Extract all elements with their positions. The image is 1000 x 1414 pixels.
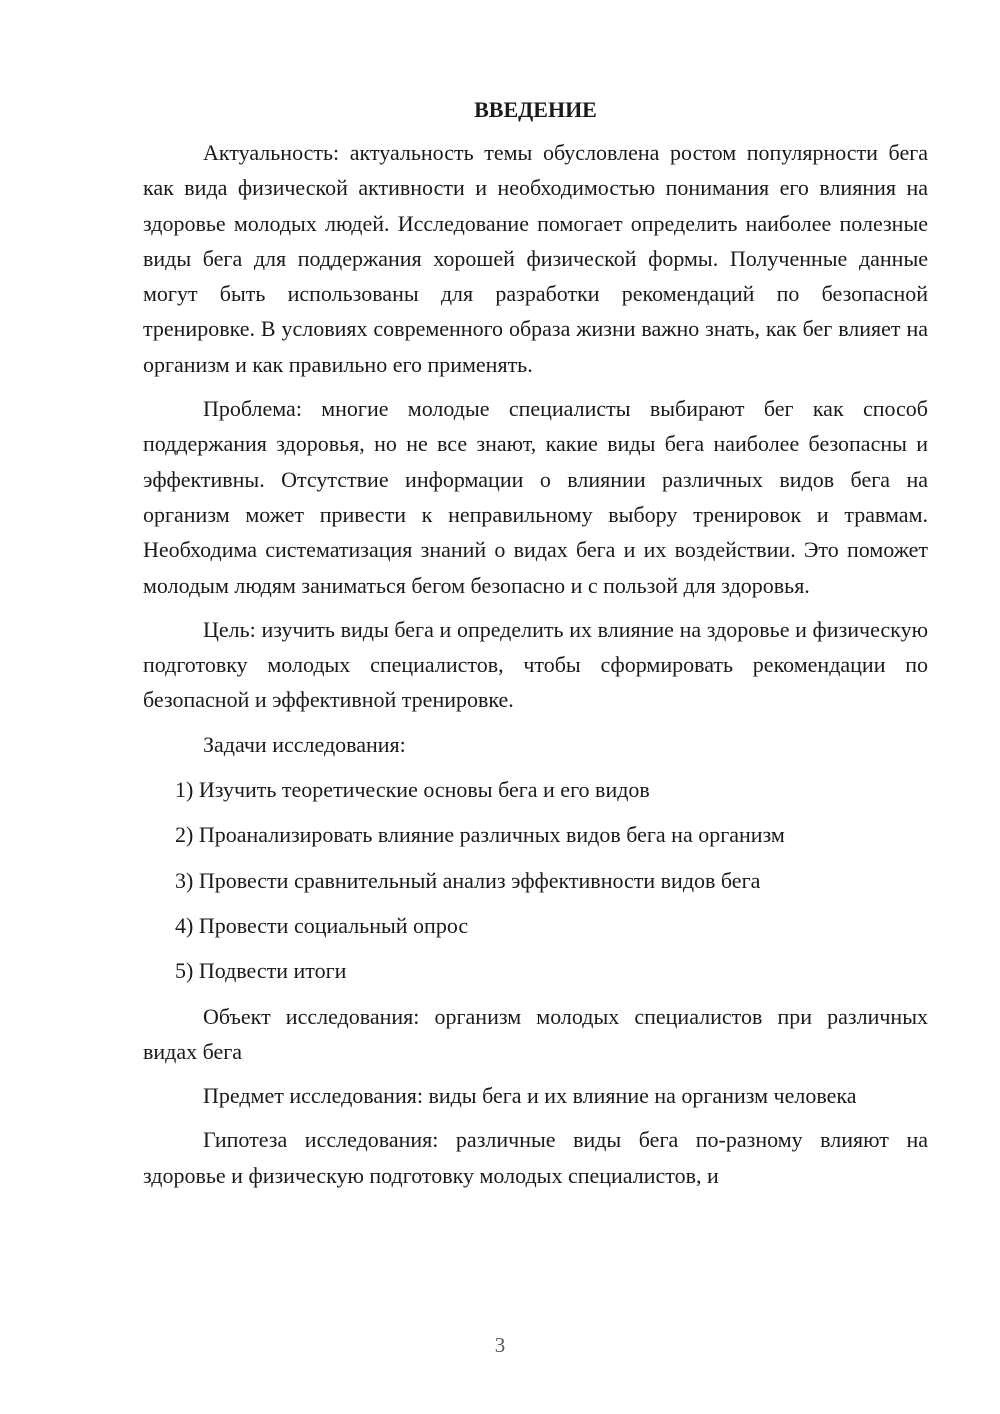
task-item-2: 2) Проанализировать влияние различных видов бега на организм [175, 822, 785, 848]
task-item-1: 1) Изучить теоретические основы бега и его видов [175, 777, 650, 803]
page-title: ВВЕДЕНИЕ [474, 97, 597, 122]
task-item-3: 3) Провести сравнительный анализ эффективности видов бега [175, 867, 761, 893]
document-content [143, 95, 928, 1202]
paragraph-object: Объект исследования: организм молодых специалистов при различных видах бега [143, 1003, 928, 1064]
paragraph-subject: Предмет исследования: виды бега и их влияние на организм человека [203, 1083, 857, 1109]
page-number: 3 [494, 1333, 506, 1357]
paragraph-goal: Цель: изучить виды бега и определить их влияние на здоровье и физическую подготовку молодых специалистов, чтобы сформировать рекомендации по безопасной и эффективной тренировке. [143, 616, 928, 713]
paragraph-relevance: Актуальность: актуальность темы обусловлена ростом популярности бега как вида физической активности и необходимостью понимания его влияния на здоровье молодых людей. Исследование помогает определить наиболее полезные виды бега для поддержания хорошей физической формы. Полученные данные могут быть использованы для разработки рекомендаций по безопасной тренировке. В условиях современного образа жизни важно знать, как бег влияет на организм и как правильно его применять. [143, 140, 928, 377]
task-item-5: 5) Подвести итоги [175, 958, 347, 984]
paragraph-problem: Проблема: многие молодые специалисты выбирают бег как способ поддержания здоровья, но не все знают, какие виды бега наиболее безопасны и эффективны. Отсутствие информации о влиянии различных видов бега на организм может привести к неправильному выбору тренировок и травмам. Необходима систематизация знаний о видах бега и их воздействии. Это поможет молодым людям заниматься бегом безопасно и с пользой для здоровья. [143, 396, 928, 598]
paragraph-hypothesis: Гипотеза исследования: различные виды бега по-разному влияют на здоровье и физическую подготовку молодых специалистов, и [143, 1127, 928, 1188]
task-item-4: 4) Провести социальный опрос [175, 912, 469, 938]
tasks-heading: Задачи исследования: [203, 731, 406, 757]
